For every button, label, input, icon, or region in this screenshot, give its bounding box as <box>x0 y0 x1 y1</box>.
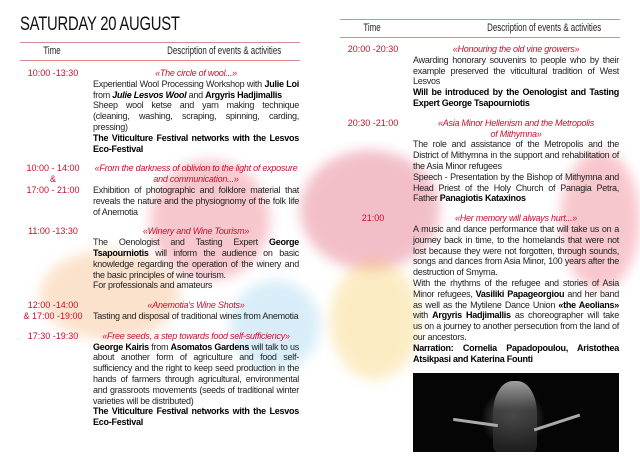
event-description <box>93 300 299 322</box>
event-time-line: 20:00 -20:30 <box>347 44 399 54</box>
text-segment: A music and dance performance that will take us on a journey back in time, to the homelands that were not lost because they were not forgotten, through sounds, songs and dances from Asia Minor, 100 years after the destruction of Smyrna. <box>413 223 619 278</box>
highlighted-name: Asomatos Gardens <box>170 341 250 352</box>
event-time <box>20 300 86 322</box>
event-title-line: «Free seeds, a step towards food self-sufficiency» <box>102 330 290 341</box>
text-segment: from <box>93 89 113 100</box>
event-title-line: «The circle of wool...» <box>155 68 237 78</box>
event-paragraph <box>93 342 299 407</box>
text-segment: Sheep wool ketse and yarn making technique (cleaning, washing, scraping, spinning, carding, pressing) <box>93 100 299 132</box>
text-segment: The Oenologist and Tasting Expert <box>93 237 269 248</box>
event-time-line: 20:30 -21:00 <box>347 117 399 128</box>
text-segment: Experiential Wool Processing Workshop with <box>93 78 265 89</box>
text-segment: Tasting and disposal of traditional wines from Anemotia <box>93 310 299 321</box>
event-paragraph <box>413 224 619 278</box>
highlighted-name: Will be introduced by the Oenologist and Tasting Expert George Tsapourniotis <box>413 87 619 108</box>
event-time <box>340 118 406 204</box>
event-paragraph <box>93 79 299 101</box>
header-time: Time <box>43 45 61 57</box>
performance-photo <box>413 373 619 452</box>
text-segment: and her band as well as the Mytilene Dance Union <box>413 288 619 310</box>
event-paragraph <box>413 343 619 365</box>
right-page-events <box>340 44 620 452</box>
singer-figure <box>493 381 537 452</box>
event-time-line: 11:00 -13:30 <box>28 226 78 237</box>
highlighted-name: «the Aeolians» <box>558 299 619 310</box>
event-time <box>20 226 86 291</box>
event-time-line: 10:00 -13:30 <box>27 68 79 78</box>
highlighted-name: Narration: Cornelia Papadopoulou, Aristothea Atsikpasi and Katerina Founti <box>413 342 619 364</box>
event-title-line: «From the darkness of oblivion to the light of exposure <box>94 163 298 174</box>
event-time <box>20 68 86 154</box>
event-row <box>20 226 300 291</box>
event-row <box>20 300 300 322</box>
highlighted-name: Vasiliki Papageorgiou <box>475 288 565 299</box>
text-segment: will inform the audience on basic knowledge regarding the operation of the winery and the basic principles of wine tourism. <box>93 247 299 280</box>
event-title-line: and communication...» <box>153 174 239 185</box>
event-paragraph <box>93 185 299 217</box>
event-title-line: «Her memory will always hurt...» <box>454 213 578 224</box>
event-paragraph <box>413 139 619 171</box>
event-title-line: of Mithymna» <box>490 128 542 139</box>
text-segment: from <box>148 341 171 352</box>
event-time-line: 17:30 -19:30 <box>27 330 79 341</box>
event-title <box>93 300 299 311</box>
event-time-line: 12:00 -14:00 <box>27 300 79 311</box>
event-title <box>93 68 299 79</box>
event-paragraph <box>413 55 619 87</box>
text-segment: The role and assistance of the Metropolis and the District of Mithymna in the support and rehabilitation of the Asia Minor refugees <box>413 139 619 171</box>
right-events-list <box>340 44 620 364</box>
event-description <box>93 226 299 291</box>
event-title <box>413 213 619 224</box>
highlighted-name: Julie Lesvos Wool <box>112 89 187 100</box>
event-description <box>93 163 299 217</box>
header-description: Description of events & activities <box>487 22 602 34</box>
text-segment: Exhibition of photographic and folklore material that reveals the nature and the physiognomy of the folk life of Anemotia <box>93 184 299 217</box>
page-title: SATURDAY 20 AUGUST <box>20 14 180 35</box>
text-segment: Awarding honorary souvenirs to people who by their example preserved the viticultural tradition of West Lesvos <box>413 54 619 87</box>
event-row <box>20 163 300 217</box>
singer-arm <box>534 414 581 432</box>
event-paragraph <box>93 406 299 428</box>
event-title <box>93 163 299 185</box>
event-description <box>413 213 619 364</box>
event-title <box>93 331 299 342</box>
event-row <box>340 118 620 204</box>
event-paragraph <box>413 278 619 343</box>
event-time-line: 10:00 - 14:00 <box>26 163 80 174</box>
event-paragraph <box>93 133 299 155</box>
event-paragraph <box>93 311 299 322</box>
event-time <box>340 44 406 109</box>
event-title-line: «Anemotia's Wine Shots» <box>147 300 245 311</box>
text-segment: For professionals and amateurs <box>93 280 213 291</box>
left-page-events <box>20 68 300 437</box>
event-time-line: 21:00 <box>361 213 385 224</box>
singer-arm <box>453 418 498 427</box>
event-time-line: & <box>49 174 56 185</box>
event-time-line: & 17:00 -19:00 <box>23 310 83 321</box>
text-segment: will talk to us about another form of agriculture and food self-sufficiency and the right to keep seed production in the hands of farmers through agricultural, environmental and grassroots movements (seeds of traditional winter varieties will be distributed) <box>93 341 299 406</box>
table-header-right <box>340 19 620 38</box>
highlighted-name: The Viticulture Festival networks with the Lesvos Eco-Festival <box>93 132 299 154</box>
text-segment: With the rhythms of the refugee and stories of Asia Minor refugees, <box>413 277 619 299</box>
event-description <box>93 331 299 428</box>
event-description <box>413 44 619 109</box>
text-segment: Speech - Presentation by the Bishop of Mithymna and Head Priest of the Holy Church of Panagia Petra, Father <box>413 171 619 204</box>
event-paragraph <box>413 87 619 109</box>
event-description <box>93 68 299 154</box>
event-paragraph <box>93 100 299 132</box>
highlighted-name: George Kairis <box>93 341 149 352</box>
highlighted-name: Panagiotis Kataxinos <box>439 193 526 204</box>
event-title-line: «Asia Minor Hellenism and the Metropolis <box>437 117 595 128</box>
event-title <box>413 44 619 55</box>
event-time <box>20 163 86 217</box>
highlighted-name: Julie Loi <box>264 78 299 89</box>
event-row <box>20 331 300 428</box>
event-time <box>340 213 406 364</box>
event-row <box>340 44 620 109</box>
event-paragraph <box>413 172 619 204</box>
text-segment: as choreographer will take us on a journey to another persecution from the land of our ancestors. <box>413 310 619 342</box>
event-row <box>20 68 300 154</box>
event-title <box>413 118 619 140</box>
event-time-line: 17:00 - 21:00 <box>26 184 80 195</box>
header-description: Description of events & activities <box>167 45 282 57</box>
event-paragraph <box>93 280 299 291</box>
event-title-line: «Winery and Wine Tourism» <box>142 226 250 237</box>
event-row <box>340 213 620 364</box>
event-title-line: «Honouring the old vine growers» <box>452 44 580 54</box>
event-time <box>20 331 86 428</box>
text-segment: and <box>186 89 206 100</box>
event-title <box>93 226 299 237</box>
highlighted-name: The Viticulture Festival networks with the Lesvos Eco-Festival <box>93 406 299 428</box>
event-paragraph <box>93 237 299 280</box>
highlighted-name: George Tsapourniotis <box>93 237 299 258</box>
header-time: Time <box>363 22 381 34</box>
text-segment: with <box>413 310 433 321</box>
event-description <box>413 118 619 204</box>
highlighted-name: Argyris Hadjimallis <box>205 89 282 100</box>
table-header-left <box>20 42 300 61</box>
highlighted-name: Argyris Hadjimallis <box>432 310 511 321</box>
